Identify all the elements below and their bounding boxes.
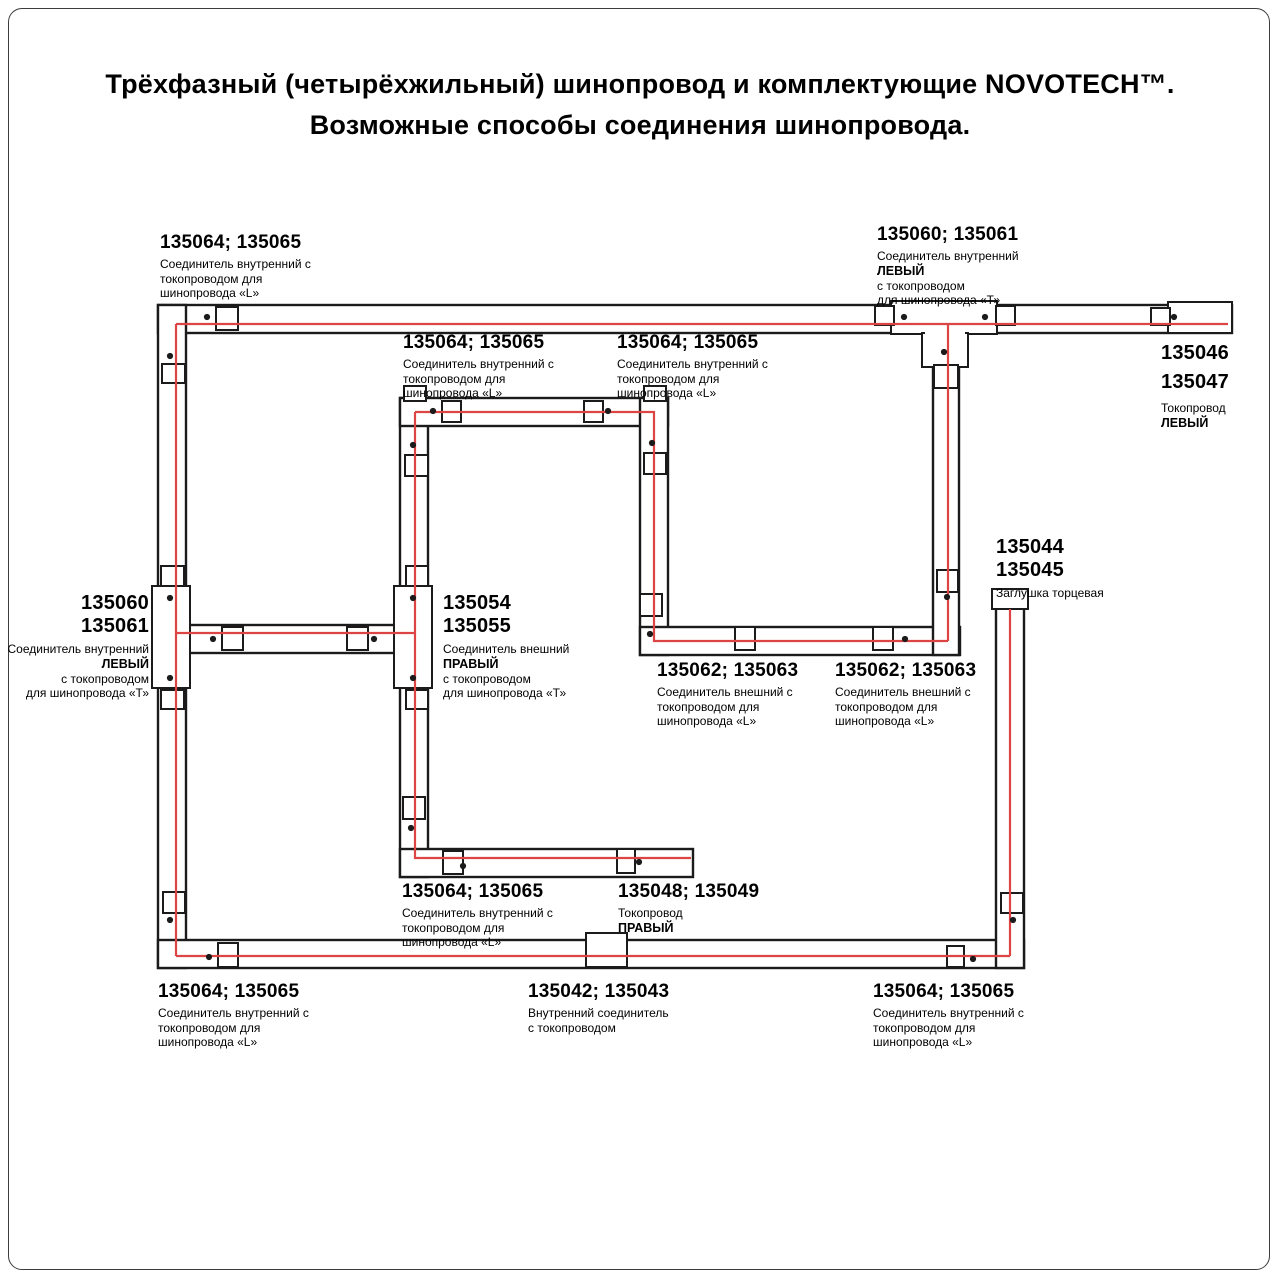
label-mid-right-inner-connector (617, 333, 768, 401)
track-top-rail (158, 305, 1232, 333)
connector-box (161, 690, 184, 709)
part-numbers: 135064; 135065 (402, 881, 544, 902)
part-desc: шинопровода «L» (657, 714, 757, 728)
connector-box (406, 566, 428, 586)
part-desc: Соединитель внутренний с (403, 357, 554, 371)
part-numbers: 135060 (81, 592, 149, 614)
part-desc: токопроводом для (158, 1020, 261, 1035)
connector-box (216, 307, 238, 330)
part-side: ПРАВЫЙ (443, 656, 499, 671)
part-side: ПРАВЫЙ (618, 920, 674, 935)
connector-box (1001, 893, 1023, 913)
part-numbers: 135064; 135065 (617, 332, 759, 353)
connector-box (163, 892, 185, 913)
part-desc: для шинопровода «Т» (877, 293, 1001, 307)
part-desc: с токопроводом (877, 278, 965, 293)
label-top-right-t-connector (877, 225, 1019, 308)
connector-box (405, 455, 428, 476)
connector-box (735, 627, 755, 650)
part-desc: для шинопровода «Т» (443, 686, 567, 700)
feed-left-piece (1168, 302, 1232, 333)
part-numbers: 135064; 135065 (403, 332, 545, 353)
part-desc: шинопровода «L» (403, 386, 503, 400)
part-numbers: 135044 (996, 536, 1064, 558)
part-desc: Соединитель внутренний с (617, 357, 768, 371)
part-desc: для шинопровода «Т» (25, 686, 149, 700)
part-desc: Соединитель внутренний (7, 642, 149, 656)
connector-box (996, 306, 1015, 325)
part-desc: Соединитель внутренний (877, 249, 1019, 263)
part-side: ЛЕВЫЙ (101, 656, 149, 671)
connector-box (617, 849, 635, 873)
part-desc: Соединитель внешний (443, 642, 570, 656)
part-numbers: 135048; 135049 (618, 881, 760, 902)
connector-box (1151, 308, 1170, 325)
label-bottom-right-inner-connector (873, 982, 1024, 1050)
connector-box (875, 306, 894, 325)
part-desc: шинопровода «L» (835, 714, 935, 728)
part-numbers: 135042; 135043 (528, 981, 670, 1002)
connector-box (222, 627, 243, 650)
part-desc: токопроводом для (873, 1020, 976, 1035)
part-desc: токопроводом для (657, 699, 760, 714)
part-numbers: 135054 (443, 592, 511, 614)
part-desc: токопроводом для (617, 371, 720, 386)
part-desc: токопроводом для (402, 920, 505, 935)
label-top-left-inner-connector (160, 233, 311, 301)
part-desc: шинопровода «L» (158, 1035, 258, 1049)
part-desc: Токопровод (618, 906, 683, 920)
label-left-t-connector (7, 592, 149, 701)
part-numbers: 135045 (996, 559, 1064, 581)
label-end-cap (996, 536, 1104, 601)
part-numbers: 135046 (1161, 342, 1229, 364)
part-numbers: 135061 (81, 615, 149, 637)
label-bottom-left-inner-connector (158, 982, 309, 1050)
part-desc: Соединитель внутренний с (873, 1006, 1024, 1020)
connector-box (873, 627, 893, 650)
label-bottom-center-connector (528, 982, 669, 1035)
part-desc: шинопровода «L» (402, 935, 502, 949)
part-desc: токопроводом для (835, 699, 938, 714)
part-numbers: 135055 (443, 615, 511, 637)
connector-box (406, 690, 428, 709)
label-feed-right (618, 882, 759, 936)
part-desc: с токопроводом (443, 671, 531, 686)
part-desc: токопроводом для (160, 271, 263, 286)
connector-box (934, 365, 958, 388)
part-desc: с токопроводом (61, 671, 149, 686)
connector-box (640, 594, 662, 616)
part-numbers: 135060; 135061 (877, 224, 1019, 245)
part-desc: Токопровод (1161, 401, 1226, 415)
label-bottom-mid-inner-connector (402, 882, 553, 950)
center-t-junction-piece (394, 586, 432, 688)
part-side: ЛЕВЫЙ (877, 263, 925, 278)
part-numbers: 135064; 135065 (160, 232, 302, 253)
part-desc: токопроводом для (403, 371, 506, 386)
track-segments (158, 305, 1232, 968)
part-desc: Заглушка торцевая (996, 586, 1104, 600)
title-line-1: Трёхфазный (четырёхжильный) шинопровод и комплектующие NOVOTECH™. (105, 69, 1175, 99)
label-mid-left-inner-connector (403, 333, 554, 401)
connector-box (443, 851, 463, 874)
label-feed-left (1161, 339, 1229, 431)
label-outer-connector-left (657, 661, 798, 729)
part-desc: шинопровода «L» (160, 286, 260, 300)
part-desc: Соединитель внутренний с (158, 1006, 309, 1020)
title-line-2: Возможные способы соединения шинопровода. (309, 110, 971, 140)
label-outer-connector-right (835, 661, 976, 729)
part-numbers: 135047 (1161, 371, 1229, 393)
connector-box (347, 627, 368, 650)
part-desc: с токопроводом (528, 1020, 616, 1035)
part-numbers: 135062; 135063 (835, 660, 977, 681)
part-desc: Соединитель внутренний с (402, 906, 553, 920)
part-side: ЛЕВЫЙ (1161, 415, 1209, 430)
internal-connector-box (586, 933, 627, 967)
part-desc: Соединитель внутренний с (160, 257, 311, 271)
part-desc: Соединитель внешний с (835, 685, 971, 699)
part-desc: Соединитель внешний с (657, 685, 793, 699)
left-t-junction-piece (152, 586, 190, 688)
part-desc: шинопровода «L» (617, 386, 717, 400)
part-numbers: 135064; 135065 (873, 981, 1015, 1002)
connector-box (161, 566, 184, 586)
part-desc: шинопровода «L» (873, 1035, 973, 1049)
part-desc: Внутренний соединитель (528, 1006, 669, 1020)
part-numbers: 135064; 135065 (158, 981, 300, 1002)
label-center-t-connector (443, 592, 569, 701)
connector-box (162, 364, 185, 383)
part-numbers: 135062; 135063 (657, 660, 799, 681)
